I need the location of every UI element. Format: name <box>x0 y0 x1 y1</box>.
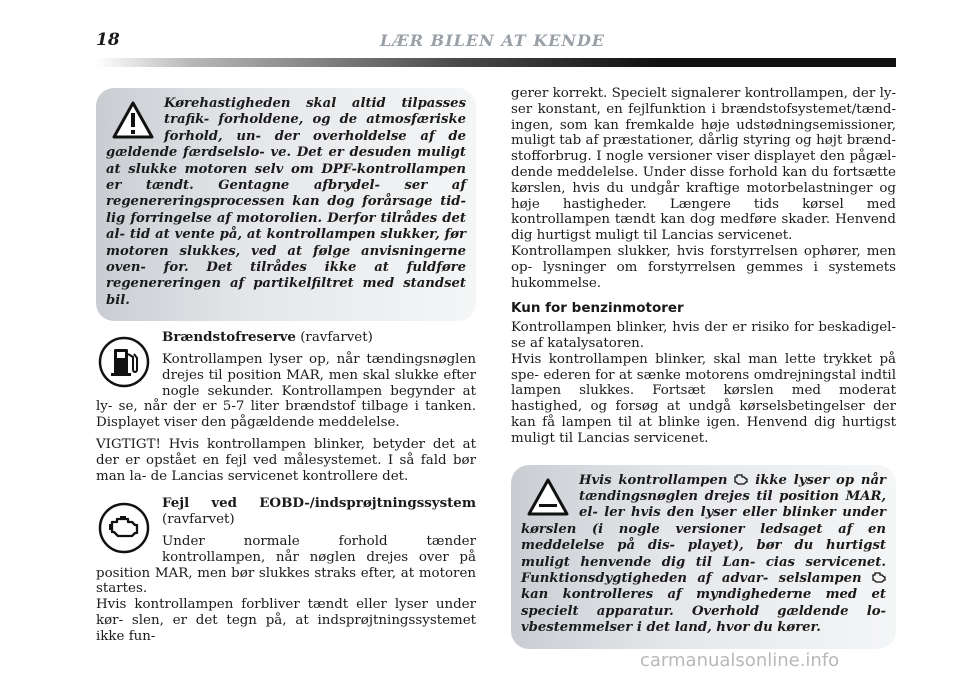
petrol-para-1: Kontrollampen blinker, hvis der er risiko for beskadigel- se af katalysatoren. <box>511 320 896 351</box>
engine-check-icon <box>98 502 150 554</box>
header-rule <box>96 58 896 67</box>
warning-bottom-text-1: Hvis kontrollampen <box>579 472 728 488</box>
fuel-reserve-section <box>96 330 476 431</box>
left-column <box>96 88 476 645</box>
petrol-heading: Kun for benzinmotorer <box>511 300 684 317</box>
eobd-color: (ravfarvet) <box>162 512 235 528</box>
fuel-reserve-body: Kontrollampen lyser op, når tændingsnøglen drejes til position MAR, men skal slukke efter nogle sekunder. Kontrollampen begynder at ly- se, når der er 5-7 liter brændstof tilbage i tanken. Displayet viser den pågældende meddelelse. <box>96 352 476 431</box>
section-title: LÆR BILEN AT KENDE <box>380 31 606 50</box>
warning-box-bottom <box>511 465 896 649</box>
fuel-reserve-color: (ravfarvet) <box>300 330 373 346</box>
eobd-section <box>96 496 476 644</box>
engine-check-icon <box>734 473 748 485</box>
warning-bottom-text-3: kan kontrolleres af myndighederne med et specielt apparatur. Overhold gældende lo- vbestemmelser i det land, hvor du kører. <box>521 587 886 636</box>
fuel-pump-icon <box>98 336 150 388</box>
eobd-title: Fejl ved EOBD-/indsprøjtningssystem <box>162 495 476 512</box>
warning-triangle-icon <box>527 477 569 517</box>
right-column <box>511 86 896 649</box>
warning-box-top <box>96 88 476 321</box>
engine-check-icon <box>872 571 886 583</box>
right-para-2: Kontrollampen slukker, hvis forstyrrelsen ophører, men op- lysninger om forstyrrelsen gemmes i systemets hukommelse. <box>511 243 896 291</box>
important-note: VIGTIGT! Hvis kontrollampen blinker, betyder det at der er opstået en fejl ved målesystemet. I så fald bør man la- de Lancias servicenet kontrollere det. <box>96 437 476 484</box>
warning-top-text: Kørehastigheden skal altid tilpasses trafik- forholdene, og de atmosfæriske forhold, un- der overholdelse af de gældende færdselslo- ve. Det er desuden muligt at slukke motoren selv om DPF-kontrollampen er tændt. Gentagne afbrydel- ser af regenereringsprocessen kan dog forårsage tid- lig forringelse af motorolien. Derfor tilrådes det al- tid at vente på, at kontrollampen slukker, før motoren slukkes, ved at følge anvisningerne oven- for. Det tilrådes ikke at fuldføre regenereringen af partikelfiltret med standset bil. <box>106 96 466 308</box>
page-number: 18 <box>96 30 120 50</box>
warning-triangle-icon <box>112 100 154 140</box>
right-para-1: gerer korrekt. Specielt signalerer kontrollampen, der ly- ser konstant, en fejlfunktion i brændstofsystemet/tænd- ingen, som kan fremkalde høje udstødningsemissioner, muligt tab af præstationer, dårlig styring og højt brænd- stofforbrug. I nogle versioner viser displayet den pågæl- dende meddelelse. Under disse forhold kan du fortsætte kørslen, hvis du undgår kraftige motorbelastninger og høje hastigheder. Længere tids kørsel med kontrollampen tændt kan dog medføre skader. Henvend dig hurtigst muligt til Lancias servicenet. <box>511 86 896 244</box>
petrol-para-2: Hvis kontrollampen blinker, skal man lette trykket på spe- ederen for at sænke motorens omdrejningstal indtil lampen slukkes. Fortsæt kørslen med moderat hastighed, og forsøg at undgå kørselsbetingelser der kan få lampen til at blinke igen. Henvend dig hurtigst muligt til Lancias servicenet. <box>511 351 896 446</box>
watermark: carmanualsonline.info <box>640 650 840 671</box>
warning-bottom-text-2: ikke lyser op når tændingsnøglen drejes til position MAR, el- ler hvis den lyser eller blinker under kørslen (i nogle versioner ledsaget af en meddelelse på dis- playet), bør du hurtigst muligt henvende dig til Lan- cias servicenet. Funktionsdygtigheden af advar- selslampen <box>521 472 886 586</box>
eobd-body-2: Hvis kontrollampen forbliver tændt eller lyser under kør- slen, er det tegn på, at indsprøjtningssystemet ikke fun- <box>96 597 476 644</box>
fuel-reserve-title: Brændstofreserve <box>162 329 296 346</box>
eobd-body-1: Under normale forhold tænder kontrollampen, når nøglen drejes over på position MAR, men bør slukkes straks efter, at motoren startes. <box>96 534 476 597</box>
